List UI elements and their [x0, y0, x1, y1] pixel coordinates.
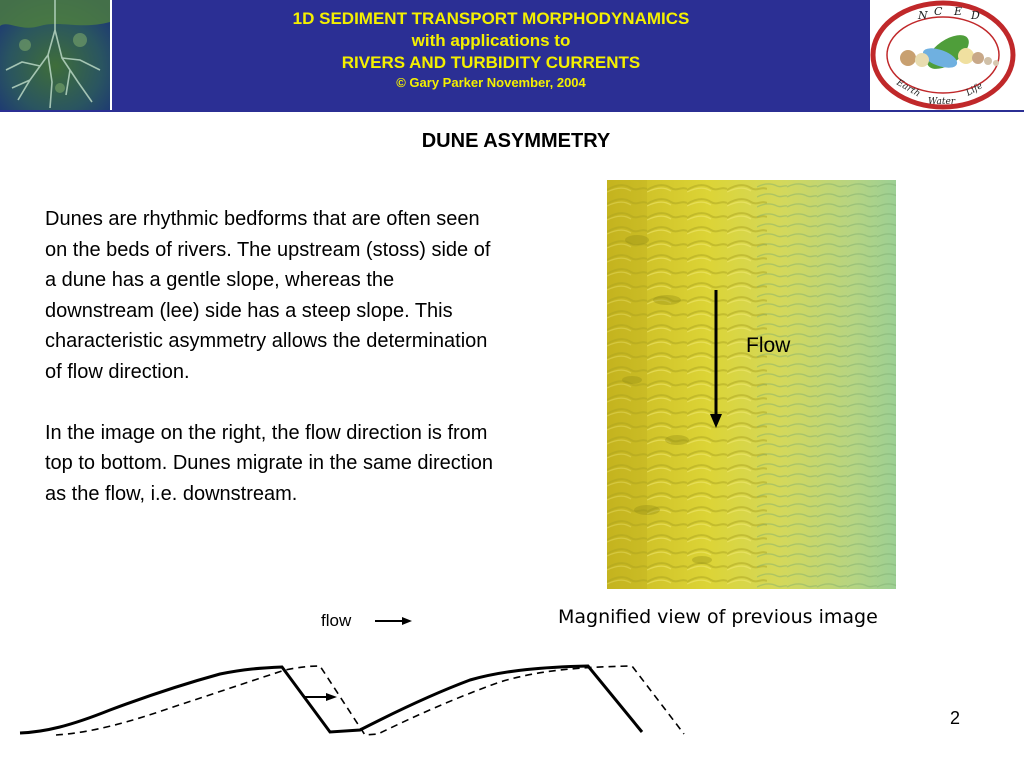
svg-text:Water: Water	[928, 97, 956, 107]
header-divider	[0, 110, 1024, 112]
body-text	[45, 204, 495, 509]
svg-text:D: D	[971, 9, 980, 22]
right-arrow-icon	[374, 614, 414, 628]
dune-migration-diagram	[0, 650, 700, 750]
course-title-banner	[112, 0, 870, 110]
nced-logo	[870, 0, 1024, 110]
course-title-line-2: with applications to	[411, 31, 571, 50]
river-delta-image	[0, 0, 110, 110]
copyright-notice: © Gary Parker November, 2004	[396, 75, 586, 90]
photo-flow-label: Flow	[746, 334, 791, 357]
svg-text:E: E	[954, 5, 963, 18]
image-caption: Magnified view of previous image	[558, 606, 878, 628]
paragraph-dune-asymmetry: Dunes are rhythmic bedforms that are often seen on the beds of rivers. The upstream (stoss) side of a dune has a gentle slope, whereas the downstream (lee) side has a steep slope. This characteristic asymmetry allows the determination of flow direction.	[45, 208, 491, 383]
svg-text:Earth: Earth	[894, 77, 922, 100]
page-number: 2	[950, 708, 961, 728]
dune-field-image	[607, 180, 896, 589]
svg-text:N: N	[918, 9, 928, 22]
course-title-line-3: RIVERS AND TURBIDITY CURRENTS	[341, 53, 641, 72]
svg-text:Life: Life	[964, 81, 985, 99]
down-arrow-icon	[700, 288, 730, 430]
slide-title: DUNE ASYMMETRY	[421, 130, 611, 152]
paragraph-flow-direction: In the image on the right, the flow direction is from top to bottom. Dunes migrate in the same direction as the flow, i.e. downstream.	[45, 421, 494, 505]
diagram-flow-label: flow	[321, 611, 352, 630]
slide-header	[0, 0, 1024, 112]
course-title-line-1: 1D SEDIMENT TRANSPORT MORPHODYNAMICS	[292, 9, 690, 28]
svg-text:C: C	[934, 5, 943, 18]
